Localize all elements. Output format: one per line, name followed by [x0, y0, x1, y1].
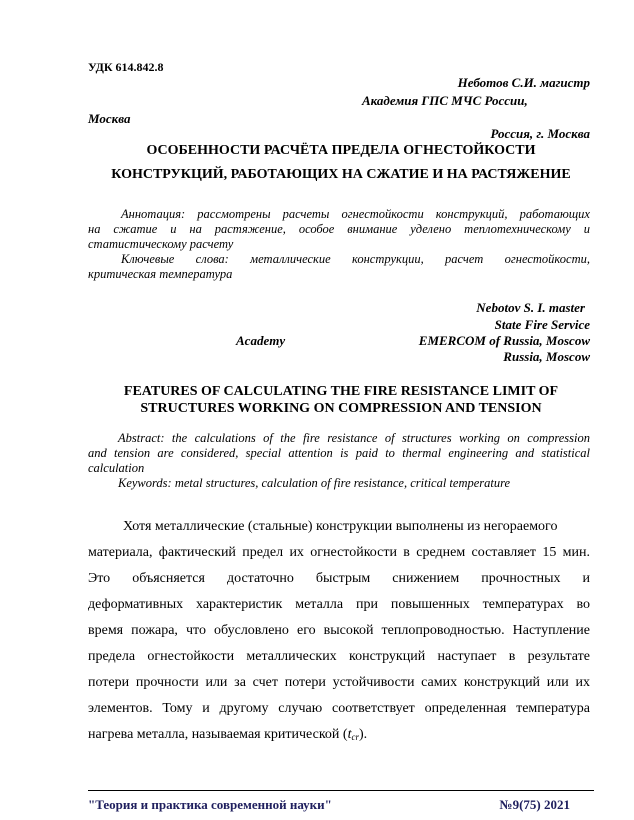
body-line-6: предела огнестойкости металлических конструкций наступает в результате	[88, 649, 590, 664]
body-line-2: материала, фактический предел их огнестойкости в среднем составляет 15 мин.	[88, 545, 590, 560]
body-line-5: время пожара, что обусловлено его высокой теплопроводностью. Наступление	[88, 623, 590, 638]
abstract-en	[88, 431, 590, 491]
affiliation-ru-3: Россия, г. Москва	[490, 126, 590, 141]
title-en	[88, 383, 594, 417]
body-line-9	[88, 722, 590, 750]
keywords-en: Keywords: metal structures, calculation of fire resistance, critical temperature	[118, 476, 511, 490]
footer-journal: "Теория и практика современной науки"	[88, 797, 332, 812]
title-en-line-1: FEATURES OF CALCULATING THE FIRE RESISTANCE LIMIT OF	[123, 384, 559, 399]
body-paragraph	[88, 514, 590, 750]
affiliation-en-1: State Fire Service	[494, 317, 590, 332]
author-ru: Неботов С.И. магистр	[457, 75, 590, 90]
abstract-en-line-2: and tension are considered, special attention is paid to thermal engineering and statistical	[88, 446, 590, 460]
critical-temp-symbol: t	[347, 727, 352, 742]
author-en: Nebotov S. I. master	[476, 300, 585, 315]
body-line-7: потери прочности или за счет потери устойчивости самих конструкций или их	[88, 675, 590, 690]
abstract-en-line-1: Abstract: the calculations of the fire resistance of structures working on compression	[118, 431, 590, 445]
affiliation-ru-2: Москва	[88, 111, 131, 126]
footer-rule	[88, 790, 594, 791]
body-line-4: деформативных характеристик металла при повышенных температурах во	[88, 597, 590, 612]
abstract-ru	[88, 207, 590, 282]
abstract-en-line-3: calculation	[88, 461, 145, 475]
body-line-1: Хотя металлические (стальные) конструкции выполнены из негораемого	[123, 519, 558, 534]
udk-code: УДК 614.842.8	[88, 60, 164, 74]
affiliation-en-2: EMERCOM of Russia, Moscow	[418, 333, 590, 348]
critical-temp-subscript: cr	[351, 732, 359, 742]
affiliation-en-3: Russia, Moscow	[503, 349, 590, 364]
affiliation-en-academy: Academy	[236, 333, 286, 348]
abstract-ru-line-2: на сжатие и на растяжение, особое внимание уделено теплотехническому и	[88, 222, 590, 236]
body-line-9-end: ).	[358, 727, 368, 742]
keywords-ru-line-1: Ключевые слова: металлические конструкции, расчет огнестойкости,	[121, 252, 590, 266]
abstract-ru-line-3: статистическому расчету	[88, 237, 234, 251]
title-en-line-2: STRUCTURES WORKING ON COMPRESSION AND TENSION	[140, 401, 542, 416]
affiliation-ru-1: Академия ГПС МЧС России,	[362, 93, 528, 108]
body-line-8: элементов. Тому и другому случаю соответствует определенная температура	[88, 701, 590, 716]
body-line-9-text: нагрева металла, называемая критической (	[88, 727, 348, 742]
abstract-ru-line-1: Аннотация: рассмотрены расчеты огнестойкости конструкций, работающих	[121, 207, 590, 221]
title-ru-line-1: ОСОБЕННОСТИ РАСЧЁТА ПРЕДЕЛА ОГНЕСТОЙКОСТИ	[146, 143, 536, 158]
title-ru-line-2: КОНСТРУКЦИЙ, РАБОТАЮЩИХ НА СЖАТИЕ И НА РАСТЯЖЕНИЕ	[111, 167, 571, 182]
keywords-ru-line-2: критическая температура	[88, 267, 233, 281]
body-line-3: Это объясняется достаточно быстрым снижением прочностных и	[88, 571, 590, 586]
footer-issue: №9(75) 2021	[499, 797, 570, 812]
